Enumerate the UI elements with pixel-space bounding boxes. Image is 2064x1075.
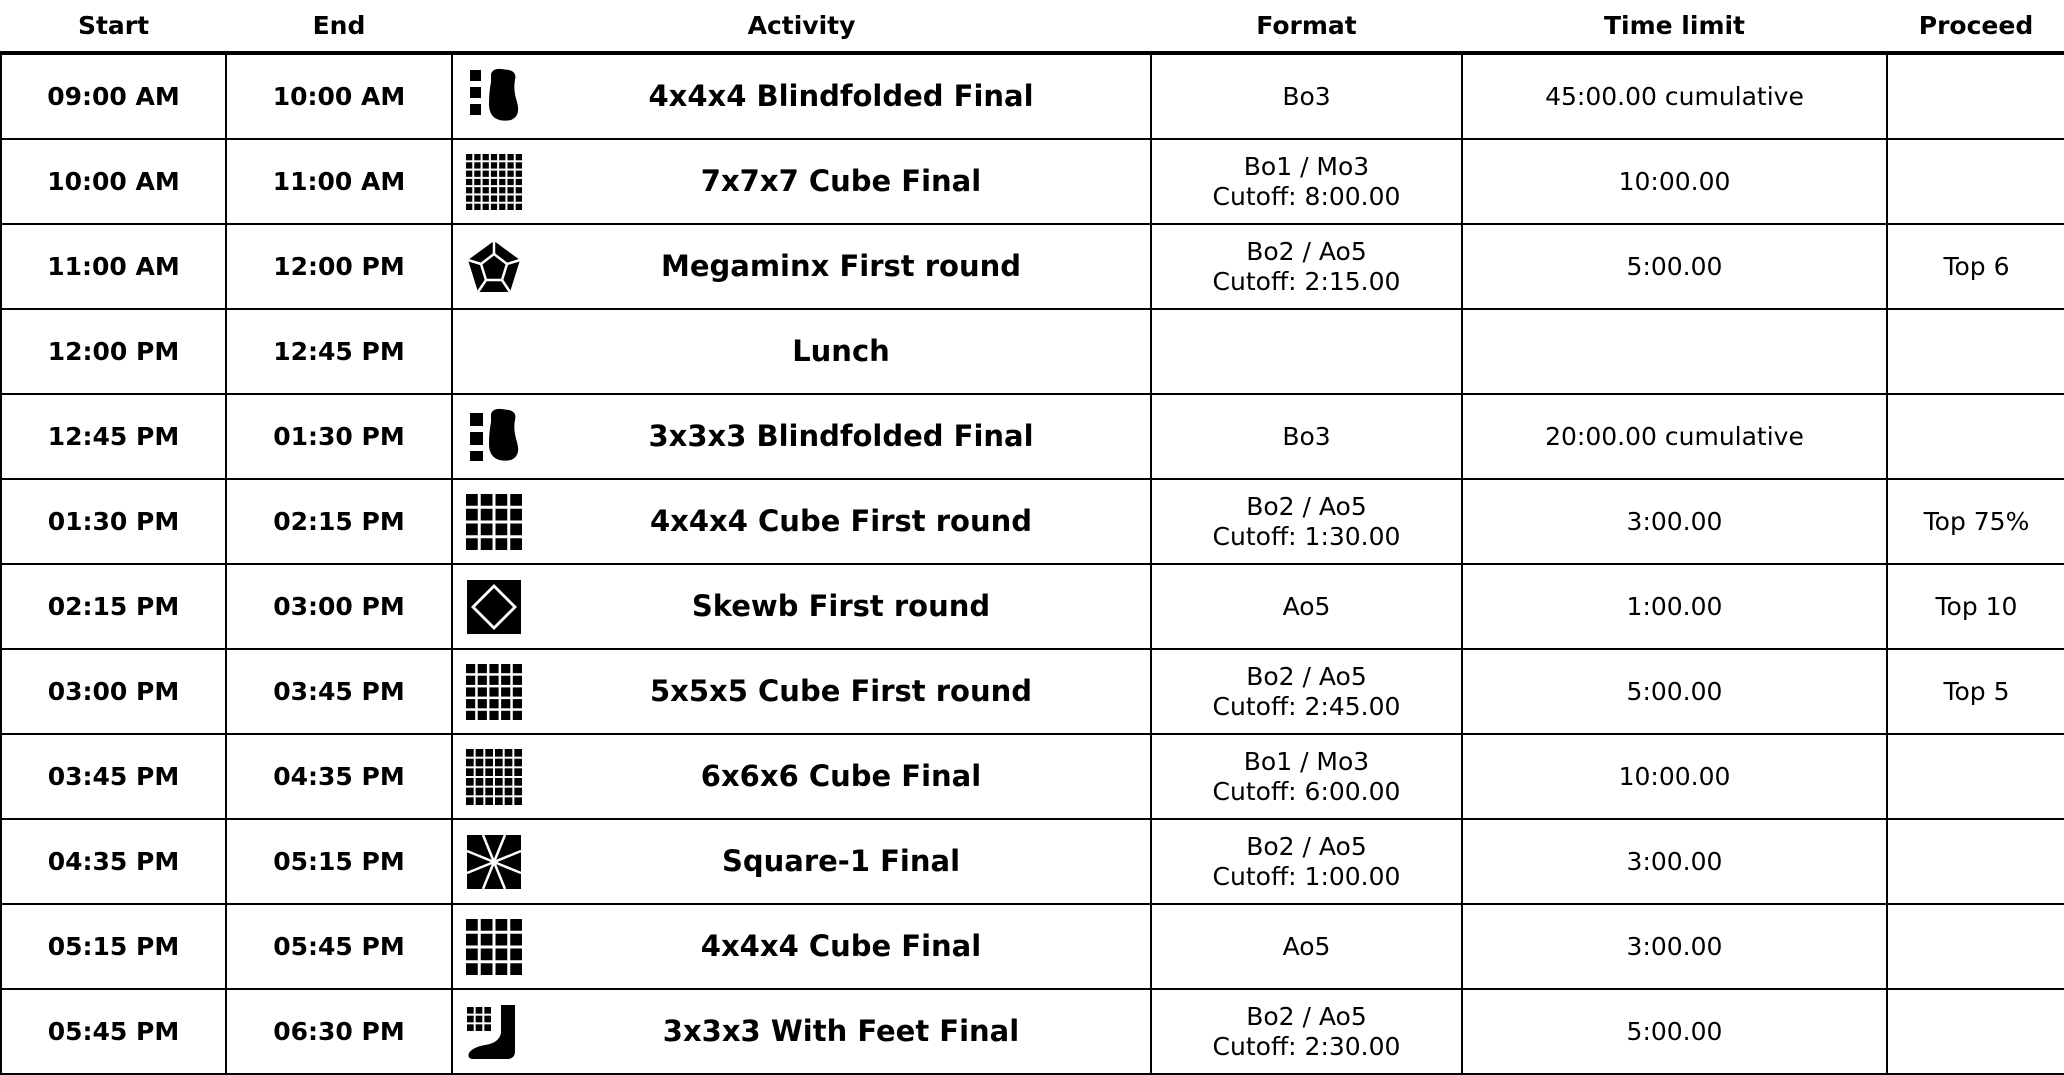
event-icon-cell: [452, 564, 532, 649]
end-time: 02:15 PM: [226, 479, 452, 564]
time-limit: 5:00.00: [1462, 989, 1887, 1074]
activity-name: 4x4x4 Cube First round: [532, 479, 1151, 564]
schedule-row: [1, 989, 2064, 1074]
777-icon: [465, 153, 523, 211]
end-time: 10:00 AM: [226, 53, 452, 139]
time-limit: 10:00.00: [1462, 139, 1887, 224]
header-activity: Activity: [452, 0, 1151, 53]
activity-name: 7x7x7 Cube Final: [532, 139, 1151, 224]
format-text: Bo3: [1282, 81, 1331, 111]
time-limit: [1462, 309, 1887, 394]
cutoff-text: Cutoff: 2:45.00: [1212, 691, 1401, 721]
proceed: [1887, 139, 2064, 224]
schedule-row: [1, 649, 2064, 734]
start-time: 05:45 PM: [1, 989, 226, 1074]
time-limit: 3:00.00: [1462, 819, 1887, 904]
format-cell: [1151, 53, 1462, 139]
format-cell: [1151, 819, 1462, 904]
format-text: Bo2 / Ao5: [1246, 236, 1367, 266]
schedule-row: [1, 139, 2064, 224]
sq1-icon: [465, 833, 523, 891]
schedule-row: [1, 309, 2064, 394]
event-icon-cell: [452, 394, 532, 479]
333bf-icon: [465, 408, 523, 466]
event-icon-cell: [452, 904, 532, 989]
event-icon-cell: [452, 989, 532, 1074]
time-limit: 5:00.00: [1462, 224, 1887, 309]
event-icon-cell: [452, 53, 532, 139]
proceed: [1887, 904, 2064, 989]
schedule-row: [1, 224, 2064, 309]
cutoff-text: Cutoff: 8:00.00: [1212, 181, 1401, 211]
activity-name: Megaminx First round: [532, 224, 1151, 309]
format-cell: [1151, 394, 1462, 479]
start-time: 01:30 PM: [1, 479, 226, 564]
proceed: Top 10: [1887, 564, 2064, 649]
header-time-limit: Time limit: [1462, 0, 1887, 53]
555-icon: [465, 663, 523, 721]
end-time: 03:45 PM: [226, 649, 452, 734]
minx-icon: [465, 238, 523, 296]
format-text: Bo2 / Ao5: [1246, 831, 1367, 861]
format-text: Bo2 / Ao5: [1246, 491, 1367, 521]
format-cell: [1151, 649, 1462, 734]
format-cell: [1151, 734, 1462, 819]
444-icon: [465, 493, 523, 551]
start-time: 12:00 PM: [1, 309, 226, 394]
format-cell: [1151, 904, 1462, 989]
end-time: 05:45 PM: [226, 904, 452, 989]
schedule-row: [1, 564, 2064, 649]
format-cell: [1151, 224, 1462, 309]
end-time: 12:45 PM: [226, 309, 452, 394]
proceed: [1887, 53, 2064, 139]
activity-name: 6x6x6 Cube Final: [532, 734, 1151, 819]
start-time: 05:15 PM: [1, 904, 226, 989]
end-time: 01:30 PM: [226, 394, 452, 479]
format-cell: [1151, 139, 1462, 224]
start-time: 11:00 AM: [1, 224, 226, 309]
time-limit: 3:00.00: [1462, 904, 1887, 989]
proceed: [1887, 989, 2064, 1074]
format-cell: [1151, 564, 1462, 649]
format-text: Bo2 / Ao5: [1246, 1001, 1367, 1031]
event-icon-cell: [452, 479, 532, 564]
end-time: 12:00 PM: [226, 224, 452, 309]
format-text: Bo1 / Mo3: [1243, 151, 1370, 181]
event-icon-cell: [452, 139, 532, 224]
end-time: 06:30 PM: [226, 989, 452, 1074]
schedule-row: [1, 734, 2064, 819]
proceed: Top 75%: [1887, 479, 2064, 564]
format-cell: [1151, 989, 1462, 1074]
format-text: Bo3: [1282, 421, 1331, 451]
event-icon-cell: [452, 224, 532, 309]
proceed: [1887, 819, 2064, 904]
end-time: 11:00 AM: [226, 139, 452, 224]
444-icon: [465, 918, 523, 976]
header-start: Start: [1, 0, 226, 53]
start-time: 04:35 PM: [1, 819, 226, 904]
start-time: 09:00 AM: [1, 53, 226, 139]
333ft-icon: [465, 1003, 523, 1061]
format-cell: [1151, 309, 1462, 394]
activity-name: Square-1 Final: [532, 819, 1151, 904]
format-text: Ao5: [1282, 591, 1331, 621]
schedule-row: [1, 53, 2064, 139]
start-time: 03:00 PM: [1, 649, 226, 734]
proceed: Top 5: [1887, 649, 2064, 734]
schedule-row: [1, 904, 2064, 989]
header-format: Format: [1151, 0, 1462, 53]
activity-name: 4x4x4 Blindfolded Final: [532, 53, 1151, 139]
event-icon-cell: [452, 649, 532, 734]
schedule-row: [1, 819, 2064, 904]
proceed: [1887, 309, 2064, 394]
format-text: Bo1 / Mo3: [1243, 746, 1370, 776]
proceed: [1887, 394, 2064, 479]
time-limit: 3:00.00: [1462, 479, 1887, 564]
cutoff-text: Cutoff: 6:00.00: [1212, 776, 1401, 806]
proceed: Top 6: [1887, 224, 2064, 309]
event-icon-cell: [452, 819, 532, 904]
end-time: 04:35 PM: [226, 734, 452, 819]
start-time: 10:00 AM: [1, 139, 226, 224]
schedule-row: [1, 394, 2064, 479]
proceed: [1887, 734, 2064, 819]
format-text: Ao5: [1282, 931, 1331, 961]
end-time: 03:00 PM: [226, 564, 452, 649]
666-icon: [465, 748, 523, 806]
cutoff-text: Cutoff: 1:00.00: [1212, 861, 1401, 891]
cutoff-text: Cutoff: 1:30.00: [1212, 521, 1401, 551]
activity-name: Lunch: [532, 309, 1151, 394]
activity-name: 3x3x3 Blindfolded Final: [532, 394, 1151, 479]
cutoff-text: Cutoff: 2:15.00: [1212, 266, 1401, 296]
schedule-body: [1, 53, 2064, 1074]
start-time: 12:45 PM: [1, 394, 226, 479]
activity-name: 5x5x5 Cube First round: [532, 649, 1151, 734]
skewb-icon: [465, 578, 523, 636]
header-proceed: Proceed: [1887, 0, 2064, 53]
format-text: Bo2 / Ao5: [1246, 661, 1367, 691]
time-limit: 45:00.00 cumulative: [1462, 53, 1887, 139]
activity-name: 3x3x3 With Feet Final: [532, 989, 1151, 1074]
444bf-icon: [465, 68, 523, 126]
format-cell: [1151, 479, 1462, 564]
time-limit: 5:00.00: [1462, 649, 1887, 734]
activity-name: Skewb First round: [532, 564, 1151, 649]
time-limit: 20:00.00 cumulative: [1462, 394, 1887, 479]
cutoff-text: Cutoff: 2:30.00: [1212, 1031, 1401, 1061]
start-time: 03:45 PM: [1, 734, 226, 819]
header-end: End: [226, 0, 452, 53]
end-time: 05:15 PM: [226, 819, 452, 904]
schedule-row: [1, 479, 2064, 564]
activity-name: 4x4x4 Cube Final: [532, 904, 1151, 989]
event-icon-cell: [452, 309, 532, 394]
time-limit: 10:00.00: [1462, 734, 1887, 819]
start-time: 02:15 PM: [1, 564, 226, 649]
time-limit: 1:00.00: [1462, 564, 1887, 649]
event-icon-cell: [452, 734, 532, 819]
schedule-header: [1, 0, 2064, 53]
